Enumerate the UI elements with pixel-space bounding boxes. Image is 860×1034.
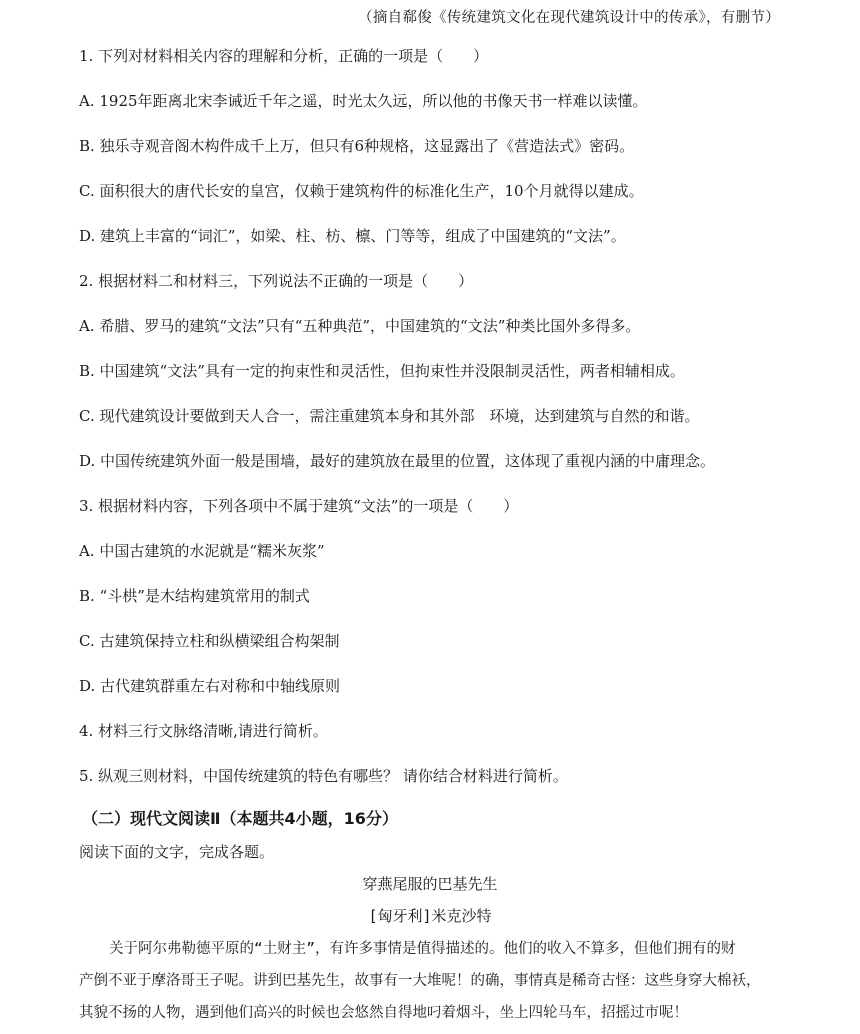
- question-1: 1. 下列对材料相关内容的理解和分析，正确的一项是（ ）: [79, 47, 489, 65]
- question-list: [79, 45, 799, 810]
- question-1-option-a: A. 1925年距离北宋李诫近千年之遥，时光太久远，所以他的书像天书一样难以读懂。: [79, 92, 648, 110]
- question-2-option-b: B. 中国建筑“文法”具有一定的拘束性和灵活性，但拘束性并没限制灵活性，两者相辅相成。: [79, 362, 685, 380]
- paragraph-line: 产倒不亚于摩洛哥王子呢。讲到巴基先生，故事有一大堆呢！的确，事情真是稀奇古怪：这些身穿大棉袄，: [79, 973, 761, 989]
- question-3-option-a: A. 中国古建筑的水泥就是“糯米灰浆”: [79, 542, 325, 560]
- question-2-option-c: C. 现代建筑设计要做到天人合一，需注重建筑本身和其外部 环境，达到建筑与自然的和谐。: [79, 407, 700, 425]
- question-2-option-a: A. 希腊、罗马的建筑“文法”只有“五种典范”，中国建筑的“文法”种类比国外多得多。: [79, 317, 641, 335]
- story-author: [匈牙利]米克沙特: [368, 907, 492, 925]
- question-1-option-d: D. 建筑上丰富的“词汇”，如梁、柱、枋、檩、门等等，组成了中国建筑的“文法”。: [79, 227, 626, 245]
- question-1-option-b: B. 独乐寺观音阁木构件成千上万，但只有6种规格，这显露出了《营造法式》密码。: [79, 137, 635, 155]
- reading-instruction: 阅读下面的文字，完成各题。: [79, 843, 275, 861]
- question-4: 4. 材料三行文脉络清晰,请进行简析。: [79, 722, 328, 740]
- question-3-option-b: B. “斗栱”是木结构建筑常用的制式: [79, 587, 310, 605]
- story-paragraph: [79, 938, 779, 1034]
- question-2-option-d: D. 中国传统建筑外面一般是围墙，最好的建筑放在最里的位置，这体现了重视内涵的中庸理念。: [79, 452, 716, 470]
- question-3: 3. 根据材料内容，下列各项中不属于建筑“文法”的一项是（ ）: [79, 497, 519, 515]
- question-3-option-c: C. 古建筑保持立柱和纵横梁组合构架制: [79, 632, 340, 650]
- question-5: 5. 纵观三则材料，中国传统建筑的特色有哪些？ 请你结合材料进行简析。: [79, 767, 568, 785]
- section-heading: （二）现代文阅读Ⅱ（本题共4小题，16分）: [82, 809, 398, 828]
- paragraph-line: 其貌不扬的人物，遇到他们高兴的时候也会悠然自得地叼着烟斗，坐上四轮马车，招摇过市呢！: [79, 1005, 688, 1021]
- question-1-option-c: C. 面积很大的唐代长安的皇宫，仅赖于建筑构件的标准化生产，10个月就得以建成。: [79, 182, 644, 200]
- question-2: 2. 根据材料二和材料三，下列说法不正确的一项是（ ）: [79, 272, 474, 290]
- question-3-option-d: D. 古代建筑群重左右对称和中轴线原则: [79, 677, 341, 695]
- story-title: 穿燕尾服的巴基先生: [362, 875, 498, 893]
- source-citation: （摘自郗俊《传统建筑文化在现代建筑设计中的传承》，有删节）: [358, 10, 780, 26]
- paragraph-line: 关于阿尔弗勒德平原的“土财主”，有许多事情是值得描述的。他们的收入不算多，但他们拥有的财: [109, 941, 736, 957]
